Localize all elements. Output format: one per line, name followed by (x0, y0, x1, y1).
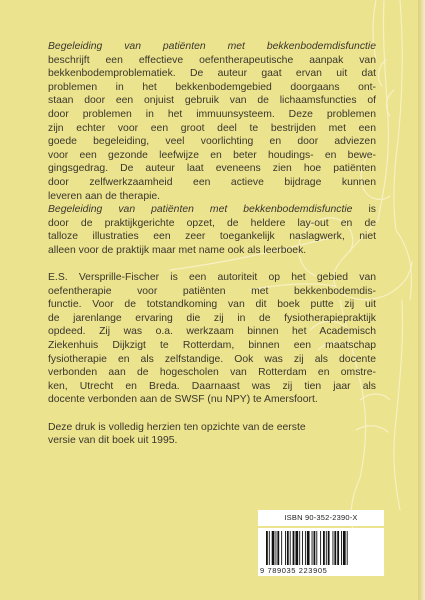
barcode-bar (302, 531, 303, 565)
barcode-bar (312, 531, 313, 565)
barcode-bars (266, 531, 376, 565)
text-segment: beschrijft een effectieve oefentherapeutische aanpak van (48, 54, 376, 66)
text-line (48, 190, 376, 204)
barcode-bar (316, 531, 317, 565)
text-segment: zijn echter voor een groot deel te bestrijden met een (48, 122, 376, 134)
barcode-bar (299, 531, 300, 565)
text-line (48, 203, 376, 217)
text-segment: problemen in het bekkenbodemgebied doorgaans ont- (48, 81, 376, 93)
text-line (48, 149, 376, 163)
text-segment: door de praktijkgerichte opzet, de heldere lay-out en de (48, 217, 376, 229)
barcode-bar (290, 531, 291, 565)
text-segment: de jarenlange ervaring die zij in de fysiotherapiepraktijk (48, 312, 376, 324)
barcode-bar (305, 531, 306, 565)
paragraph-book-description (48, 40, 376, 258)
text-line (48, 366, 376, 380)
barcode-bar (347, 531, 348, 565)
barcode-bar (295, 531, 298, 565)
barcode-bar (326, 531, 327, 565)
barcode-bar (341, 531, 342, 565)
text-line (48, 81, 376, 95)
barcode (258, 513, 384, 576)
barcode-bar (314, 531, 316, 565)
text-line (48, 135, 376, 149)
text-line (48, 244, 376, 258)
text-line (48, 339, 376, 353)
barcode-bar (276, 531, 277, 565)
book-title-italic: Begeleiding van patiënten met bekkenbodemdisfunctie (48, 41, 376, 52)
text-segment: opdeed. Zij was o.a. werkzaam binnen het Academisch (48, 326, 376, 338)
barcode-bar (328, 531, 330, 565)
text-line (48, 298, 376, 312)
barcode-bar (323, 531, 325, 565)
text-line (48, 393, 376, 407)
barcode-bar (334, 531, 336, 565)
text-line (48, 421, 376, 435)
barcode-bar (266, 531, 268, 565)
text-line (48, 434, 376, 448)
barcode-bar (285, 531, 286, 565)
barcode-bar (272, 531, 275, 565)
text-line (48, 176, 376, 190)
text-segment: E.S. Versprille-Fischer is een autoriteit op het gebied van (48, 272, 376, 284)
text-line (48, 312, 376, 326)
text-segment: goede begeleiding, veel voorlichting en door adviezen (48, 136, 376, 148)
text-segment: is (352, 204, 376, 216)
barcode-bar (343, 531, 346, 565)
text-segment: Ziekenhuis Dijkzigt te Rotterdam, binnen een maatschap (48, 340, 376, 352)
text-line (48, 217, 376, 231)
text-segment: oefentherapie voor patiënten met bekkenbodemdis- (48, 285, 376, 297)
barcode-bar (333, 531, 334, 565)
text-segment: versie van dit boek uit 1995. (48, 435, 178, 447)
isbn-label: ISBN 90-352-2390-X (258, 510, 384, 526)
text-line (48, 94, 376, 108)
text-segment: talloze illustraties een zeer toegankelijk naslagwerk, niet (48, 231, 376, 243)
text-segment: verbonden aan de hogescholen van Rotterdam en omstre- (48, 367, 376, 379)
text-segment: gingsgedrag. De auteur laat eveneens zien hoe patiënten (48, 163, 376, 175)
text-segment: door zelfwerkzaamheid een actieve bijdrage kunnen (48, 176, 376, 188)
text-line (48, 230, 376, 244)
text-segment: Deze druk is volledig herzien ten opzichte van de eerste (48, 421, 306, 433)
book-title-italic: Begeleiding van patiënten met bekkenbodemdisfunctie (48, 204, 353, 216)
text-line (48, 122, 376, 136)
text-line (48, 380, 376, 394)
barcode-bar (269, 531, 270, 565)
text-line (48, 40, 376, 54)
text-segment: ken, Utrecht en Breda. Daarnaast was zij tien jaar als (48, 380, 376, 392)
paragraph-edition-note (48, 421, 376, 448)
barcode-bar (287, 531, 289, 565)
barcode-bar (277, 531, 279, 565)
barcode-bar (281, 531, 282, 565)
barcode-bar (293, 531, 295, 565)
text-segment: fysiotherapie en als zelfstandige. Ook was zij als docente (48, 353, 376, 365)
text-line (48, 285, 376, 299)
text-line (48, 271, 376, 285)
text-segment: alleen voor de praktijk maar met name ook als leerboek. (48, 244, 307, 256)
barcode-bar (307, 531, 310, 565)
text-segment: docente verbonden aan de SWSF (nu NPY) te Amersfoort. (48, 394, 318, 406)
barcode-bar (337, 531, 339, 565)
text-line (48, 325, 376, 339)
barcode-bar (320, 531, 321, 565)
text-line (48, 108, 376, 122)
text-segment: staan door een onjuist gebruik van de lichaamsfuncties of (48, 95, 376, 107)
text-line (48, 353, 376, 367)
blurb-text (48, 40, 376, 448)
text-segment: voor een gezonde leefwijze en beter houdings- en bewe- (48, 149, 376, 161)
text-line (48, 54, 376, 68)
paragraph-author-bio (48, 271, 376, 407)
page-edge (418, 0, 425, 600)
text-segment: leveren aan de therapie. (48, 190, 161, 202)
barcode-number: 9 789035 223905 (260, 566, 328, 575)
text-line (48, 67, 376, 81)
text-segment: functie. Voor de totstandkoming van dit boek putte zij uit (48, 299, 376, 311)
text-segment: bekkenbodemproblematiek. De auteur gaat ervan uit dat (48, 68, 376, 80)
text-line (48, 162, 376, 176)
text-segment: door problemen in het immuunsysteem. Deze problemen (48, 108, 376, 120)
